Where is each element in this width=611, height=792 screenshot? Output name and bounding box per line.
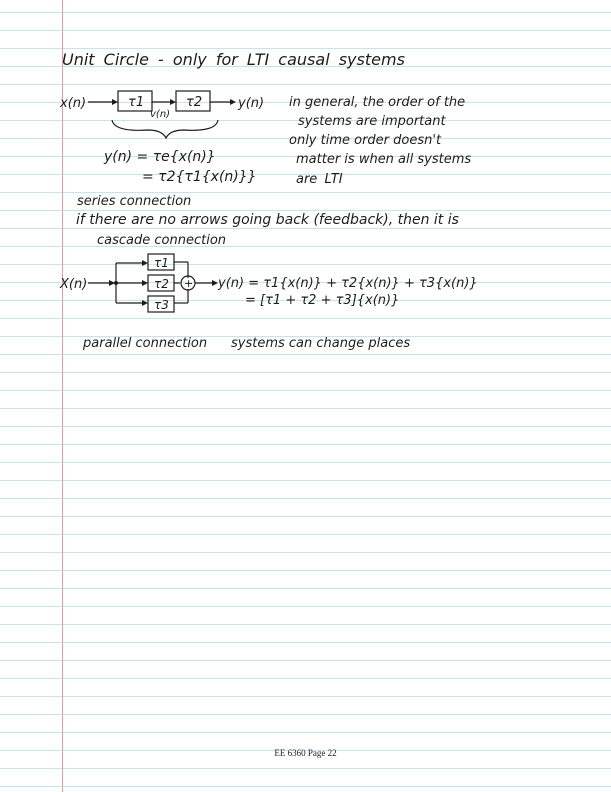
- series-connection-label: series connection: [77, 194, 192, 209]
- parallel-block-t2-label: τ2: [154, 277, 169, 291]
- parallel-block-t3-label: τ3: [154, 298, 169, 312]
- series-diagram: [58, 84, 278, 144]
- feedback-note: if there are no arrows going back (feedback), then it is: [76, 212, 459, 228]
- series-input-label: x(n): [60, 96, 87, 111]
- parallel-eq1: y(n) = τ1{x(n)} + τ2{x(n)} + τ3{x(n)}: [218, 276, 478, 291]
- series-brace: [112, 120, 218, 138]
- parallel-adder-sign: +: [184, 277, 194, 290]
- parallel-diagram: [58, 246, 230, 326]
- parallel-comment: systems can change places: [231, 336, 411, 351]
- page-title: Unit Circle - only for LTI causal systems: [62, 50, 405, 69]
- cascade-connection-label: cascade connection: [97, 233, 227, 248]
- series-remark-5: are LTI: [296, 172, 343, 187]
- series-block-t2-label: τ2: [186, 95, 203, 110]
- series-remark-1: in general, the order of the: [289, 95, 466, 110]
- series-remark-4: matter is when all systems: [296, 152, 472, 167]
- series-block-t1-label: τ1: [128, 95, 145, 110]
- parallel-connection-label: parallel connection: [83, 336, 208, 351]
- series-eq2: = τ2{τ1{x(n)}}: [142, 169, 257, 185]
- series-remark-3: only time order doesn't: [289, 133, 442, 148]
- page-footer: EE 6360 Page 22: [274, 748, 337, 758]
- parallel-eq2: = [τ1 + τ2 + τ3]{x(n)}: [245, 293, 400, 308]
- series-eq1: y(n) = τe{x(n)}: [104, 149, 216, 165]
- series-remark-2: systems are important: [298, 114, 446, 129]
- series-output-label: y(n): [238, 96, 265, 111]
- parallel-block-t1-label: τ1: [154, 256, 169, 270]
- parallel-input-label: X(n): [60, 277, 88, 292]
- series-mid-signal: v(n): [150, 109, 171, 120]
